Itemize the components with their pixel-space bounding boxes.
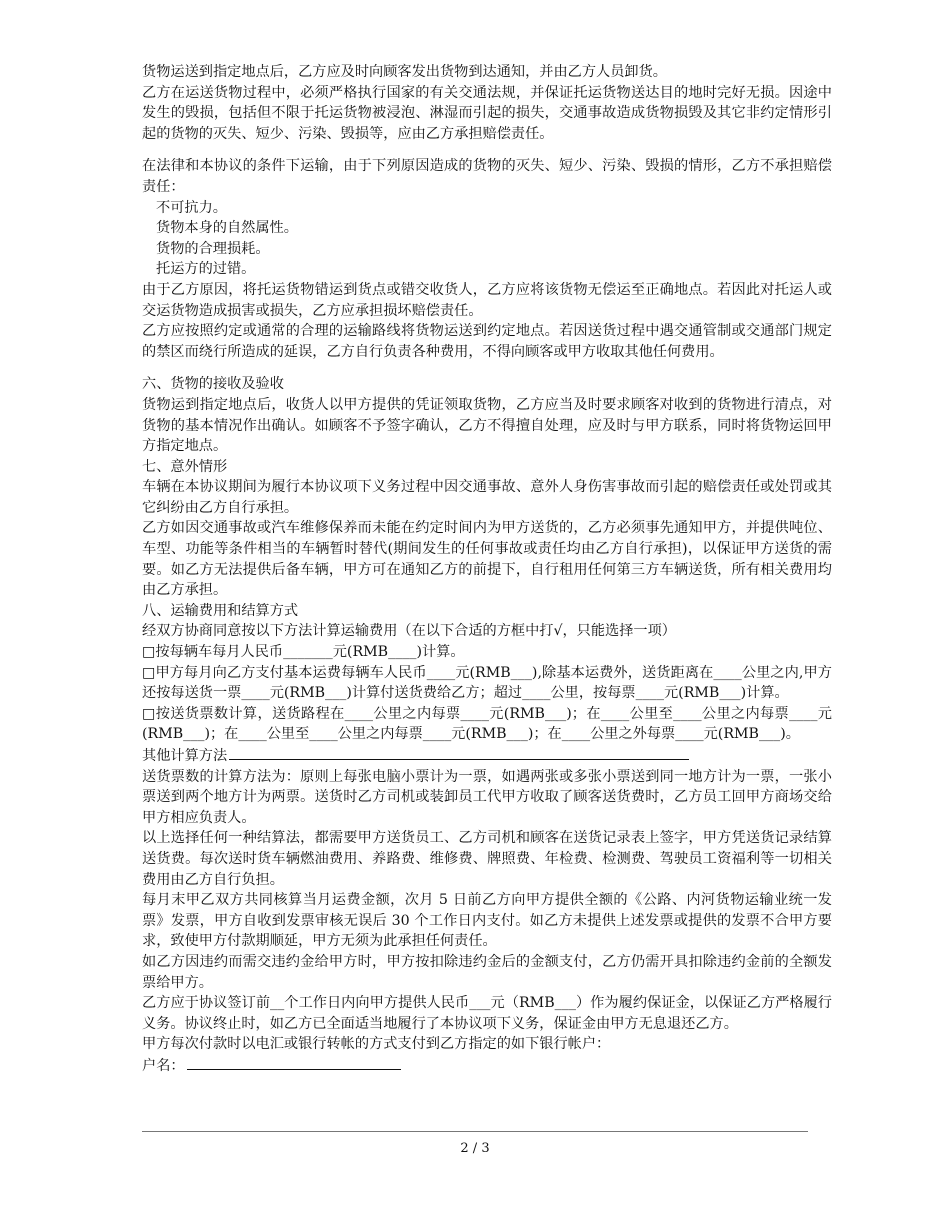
other-method-line [142,745,832,767]
paragraph: 货物运到指定地点后，收货人以甲方提供的凭证领取货物，乙方应当及时要求顾客对收到的货物进行清点，对货物的基本情况作出确认。如顾客不予签字确认，乙方不得擅自处理，应及时与甲方联系，同时将货物运回甲方指定地点。 [142,396,832,455]
other-method-label: 其他计算方法 [142,748,228,764]
list-item: 货物本身的自然属性。 [156,220,298,237]
list-item: 货物的合理损耗。 [156,240,270,257]
section-heading: 七、意外情形 [142,458,228,475]
paragraph: 乙方在运送货物过程中，必须严格执行国家的有关交通法规，并保证托运货物送达目的地时完好无损。因途中发生的毁损，包括但不限于托运货物被浸泡、淋湿而引起的损失，交通事故造成货物损毁及其它非约定情形引起的货物的灭失、短少、污染、毁损等，应由乙方承担赔偿责任。 [142,84,832,142]
list-item: 托运方的过错。 [156,261,256,278]
paragraph: 每月末甲乙双方共同核算当月运费金额，次月 5 日前乙方向甲方提供全额的《公路、内河货物运输业统一发票》发票，甲方自收到发票审核无误后 30 个工作日内支付。如乙方未提供上述发票或提供的发票不合甲方要求，致使甲方付款期顺延，甲方无须为此承担任何责任。 [142,892,832,950]
paragraph: 甲方每次付款时以电汇或银行转帐的方式支付到乙方指定的如下银行帐户： [142,1036,611,1053]
page-number: 2 / 3 [460,1141,490,1156]
footer-divider [142,1131,808,1132]
blank-line [187,1055,401,1070]
section-heading: 六、货物的接收及验收 [142,376,284,393]
paragraph: 乙方应按照约定或通常的合理的运输路线将货物运送到约定地点。若因送货过程中遇交通管制或交通部门规定的禁区而绕行所造成的延误，乙方自行负责各种费用，不得向顾客或甲方收取其他任何费用。 [142,323,832,360]
checkbox-option: □按每辆车每月人民币_______元(RMB____)计算。 [142,644,465,661]
paragraph: 车辆在本协议期间为履行本协议项下义务过程中因交通事故、意外人身伤害事故而引起的赔偿责任或处罚或其它纠纷由乙方自行承担。 [142,479,832,516]
paragraph: 送货票数的计算方法为：原则上每张电脑小票计为一票，如遇两张或多张小票送到同一地方计为一票，一张小票送到两个地方计为两票。送货时乙方司机或装卸员工代甲方收取了顾客送货费时，乙方员工回甲方商场交给甲方相应负责人。 [142,768,832,826]
paragraph: 经双方协商同意按以下方法计算运输费用（在以下合适的方框中打√，只能选择一项） [142,623,676,640]
checkbox-option: □甲方每月向乙方支付基本运费每辆车人民币____元(RMB___),除基本运费外，送货距离在____公里之内,甲方还按每送货一票____元(RMB___)计算付送货费给乙方；超过____公里，按每票____元(RMB___)计算。 [142,664,832,702]
document-body [142,62,832,1077]
paragraph: 以上选择任何一种结算法，都需要甲方送货员工、乙方司机和顾客在送货记录表上签字，甲方凭送货记录结算送货费。每次送时货车辆燃油费用、养路费、维修费、牌照费、年检费、检测费、驾驶员工资福利等一切相关费用由乙方自行负担。 [142,830,832,888]
list-item: 不可抗力。 [156,199,227,216]
section-heading: 八、运输费用和结算方式 [142,602,299,619]
checkbox-option: □按送货票数计算，送货路程在____公里之内每票____元(RMB___)；在____公里至____公里之内每票____元(RMB___)；在____公里至____公里之内每票____元(RMB___)；在____公里之外每票____元(RMB___)。 [142,705,832,743]
paragraph: 如乙方因违约而需交违约金给甲方时，甲方按扣除违约金后的金额支付，乙方仍需开具扣除违约金前的全额发票给甲方。 [142,953,832,991]
account-name-label: 户名： [142,1057,185,1074]
account-name-line [142,1055,832,1077]
paragraph: 乙方如因交通事故或汽车维修保养而未能在约定时间内为甲方送货的，乙方必须事先通知甲方，并提供吨位、车型、功能等条件相当的车辆暂时替代(期间发生的任何事故或责任均由乙方自行承担)，以保证甲方送货的需要。如乙方无法提供后备车辆，甲方可在通知乙方的前提下，自行租用任何第三方车辆送货，所有相关费用均由乙方承担。 [142,520,832,599]
paragraph: 在法律和本协议的条件下运输，由于下列原因造成的货物的灭失、短少、污染、毁损的情形，乙方不承担赔偿责任： [142,158,832,195]
paragraph: 货物运送到指定地点后，乙方应及时向顾客发出货物到达通知，并由乙方人员卸货。 [142,64,667,80]
paragraph: 乙方应于协议签订前__个工作日内向甲方提供人民币___元（RMB___）作为履约保证金，以保证乙方严格履行义务。协议终止时，如乙方已全面适当地履行了本协议项下义务，保证金由甲方无息退还乙方。 [142,995,832,1032]
paragraph: 由于乙方原因，将托运货物错运到货点或错交收货人，乙方应将该货物无偿运至正确地点。若因此对托运人或交运货物造成损害或损失，乙方应承担损坏赔偿责任。 [142,281,832,319]
blank-line [229,745,689,760]
